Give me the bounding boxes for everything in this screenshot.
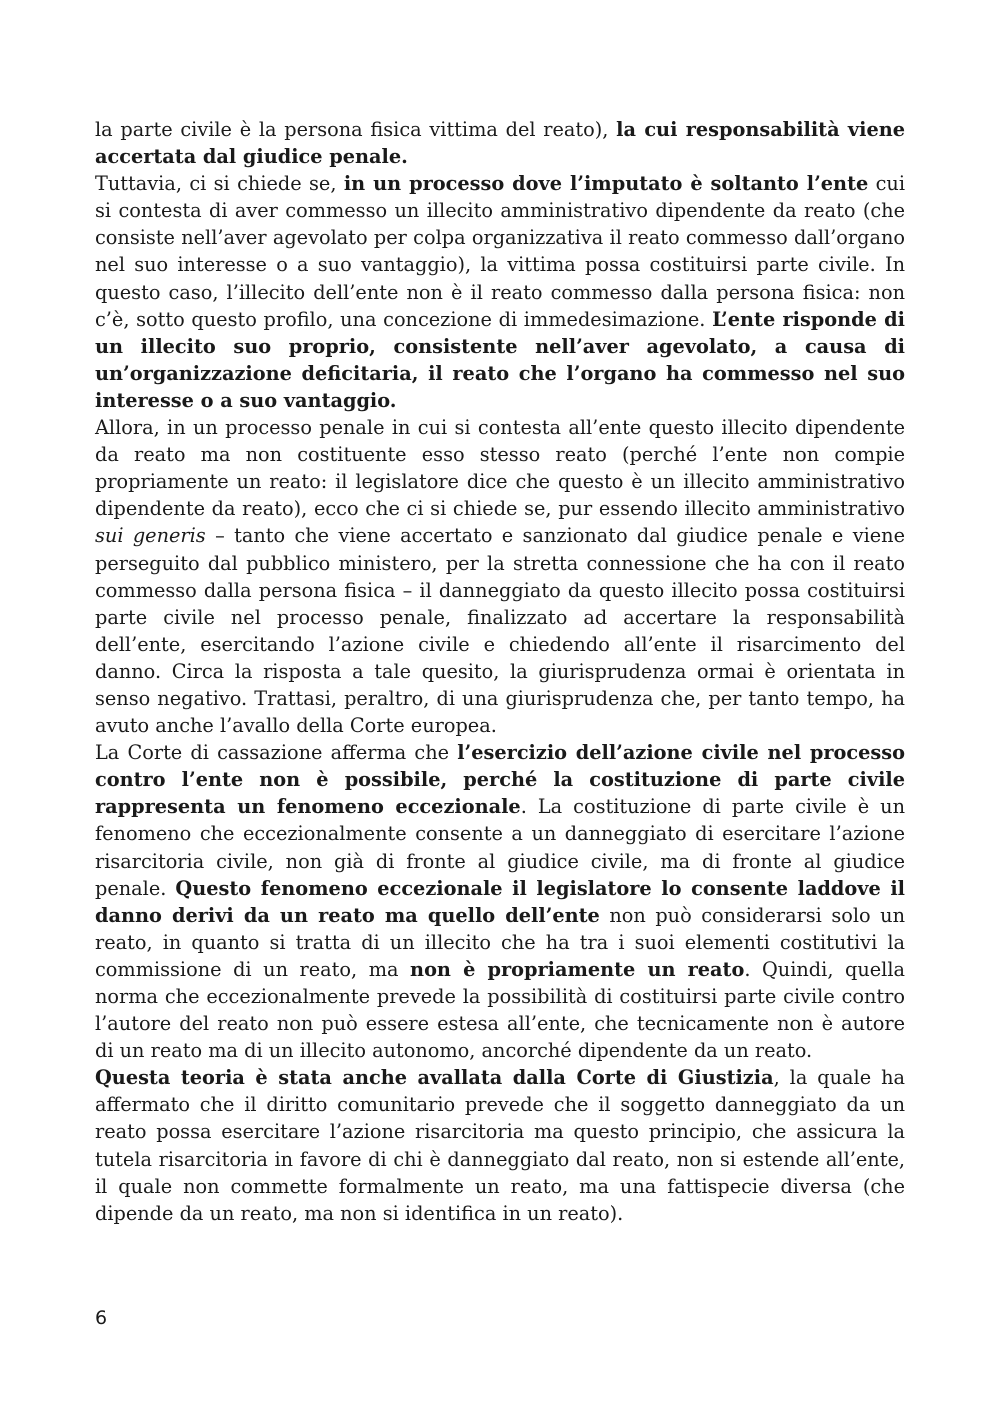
bold-text: in un processo dove l’imputato è soltanto l’ente (343, 172, 869, 196)
text-run: – tanto che viene accertato e sanzionato dal giudice penale e viene perseguito dal pubblico ministero, per la stretta connessione che ha con il reato commesso dalla persona fisica – il danneggiato da questo illecito possa costituirsi parte civile nel processo penale, finalizzato ad accertare la responsabilità dell’ente, esercitando l’azione civile e chiedendo all’ente il risarcimento del danno. Circa la risposta a tale quesito, la giurisprudenza ormai è orientata in senso negativo. Trattasi, peraltro, di una giurisprudenza che, per tanto tempo, ha avuto anche l’avallo della Corte europea. (95, 524, 905, 738)
text-run: Tuttavia, ci si chiede se, (95, 172, 344, 196)
bold-text: Questo fenomeno eccezionale il legislatore lo consente laddove il danno derivi da un reato ma quello dell’ente (95, 876, 905, 927)
text-run: Allora, in un processo penale in cui si contesta all’ente questo illecito dipendente da reato ma non costituente esso stesso reato (perché l’ente non compie propriamente un reato: il legislatore dice che questo è un illecito amministrativo dipendente da reato), ecco che ci si chiede se, pur essendo illecito amministrativo (95, 416, 905, 521)
text-run: la parte civile è la persona fisica vittima del reato), (95, 118, 617, 141)
paragraph (95, 170, 905, 414)
paragraph (95, 414, 905, 739)
bold-text: non è propriamente un reato (410, 957, 745, 981)
document-body (95, 116, 905, 1227)
text-run: , la quale ha affermato che il diritto comunitario prevede che il soggetto danneggiato da un reato possa esercitare l’azione risarcitoria ma questo principio, che assicura la tutela risarcitoria in favore di chi è danneggiato dal reato, non si estende all’ente, il quale non commette formalmente un reato, ma una fattispecie diversa (che dipende da un reato, ma non si identifica in un reato). (95, 1066, 905, 1225)
text-run: . La costituzione di parte civile è un fenomeno che eccezionalmente consente a un danneggiato di esercitare l’azione risarcitoria civile, non già di fronte al giudice civile, ma di fronte al giudice penale. (95, 795, 905, 900)
paragraph (95, 116, 905, 170)
bold-text: Questa teoria è stata anche avallata dalla Corte di Giustizia (95, 1066, 774, 1090)
bold-text: la cui responsabilità viene accertata dal giudice penale. (95, 118, 905, 169)
italic-text: sui generis (95, 524, 206, 548)
bold-text: l’esercizio dell’azione civile nel processo contro l’ente non è possibile, perché la costituzione di parte civile rappresenta un fenomeno eccezionale (95, 741, 905, 819)
text-run: La Corte di cassazione afferma che (95, 741, 458, 765)
text-run: cui si contesta di aver commesso un illecito amministrativo dipendente da reato (che consiste nell’aver agevolato per colpa organizzativa il reato commesso dall’organo nel suo interesse o a suo vantaggio), la vittima possa costituirsi parte civile. In questo caso, l’illecito dell’ente non è il reato commesso dalla persona fisica: non c’è, sotto questo profilo, una concezione di immedesimazione. (95, 172, 906, 331)
paragraph (95, 739, 905, 1064)
text-run: non può considerarsi solo un reato, in quanto si tratta di un illecito che ha tra i suoi elementi costitutivi la commissione di un reato, ma (95, 903, 906, 981)
bold-text: L’ente risponde di un illecito suo proprio, consistente nell’aver agevolato, a causa di un’organizzazione deficitaria, il reato che l’organo ha commesso nel suo interesse o a suo vantaggio. (95, 307, 905, 412)
paragraph (95, 1064, 905, 1227)
text-run: . Quindi, quella norma che eccezionalmente prevede la possibilità di costituirsi parte civile contro l’autore del reato non può essere estesa all’ente, che tecnicamente non è autore di un reato ma di un illecito autonomo, ancorché dipendente da un reato. (95, 957, 905, 1063)
page-number: 6 (95, 1307, 108, 1329)
